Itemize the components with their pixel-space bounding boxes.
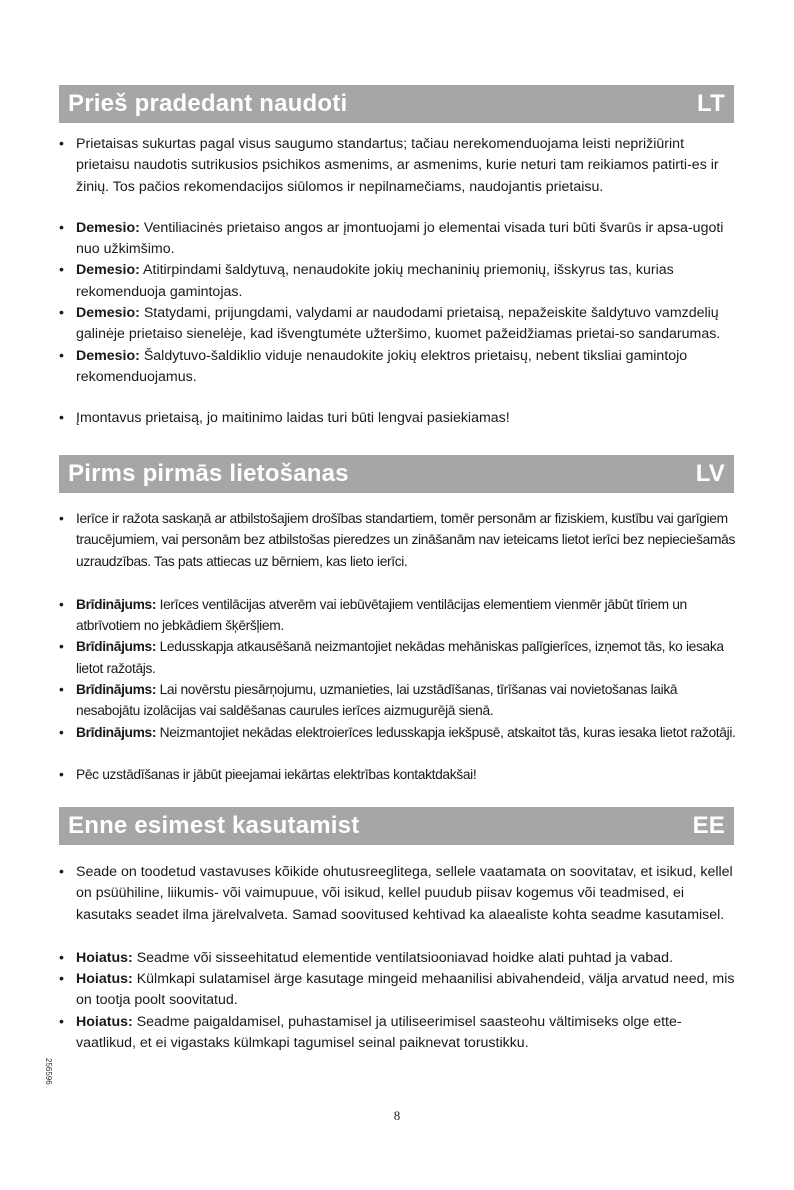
list-item: • Įmontavus prietaisą, jo maitinimo laidas turi būti lengvai pasiekiamas! [59, 408, 736, 429]
warning-label: Hoiatus: [76, 949, 133, 966]
warning-label: Brīdinājums: [76, 682, 157, 698]
list-item: • Demesio: Ventiliacinės prietaiso angos ar įmontuojami jo elementai visada turi būti švarūs ir apsa-ugoti nuo užkimšimo. [59, 218, 736, 261]
language-code: LT [697, 90, 725, 117]
list-item: • Hoiatus: Seadme või sisseehitatud elementide ventilatsiooniavad hoidke alati puhtad ja vabad. [59, 948, 736, 969]
list-item: • Brīdinājums: Neizmantojiet nekādas elektroierīces ledusskapja iekšpusē, atskaitot tās, kuras iesaka lietot ražotāji. [59, 722, 736, 743]
list-item: • Prietaisas sukurtas pagal visus saugumo standartus; tačiau nerekomenduojama leisti neprižiūrint prietaisu naudotis sutrikusios psichikos asmenims, ar asmenims, kurie neturi tam reikiamos patirti-es ir žinių. Tos pačios rekomendacijos siūlomos ir nepilnamečiams, naudojantis prietaisu. [59, 134, 736, 198]
section-header-lt [59, 85, 734, 123]
section-title: Pirms pirmās lietošanas [68, 460, 349, 487]
list-item: • Hoiatus: Külmkapi sulatamisel ärge kasutage mingeid mehaanilisi abivahendeid, välja arvatud need, mis on tootja poolt soovitatud. [59, 969, 736, 1012]
list-item: • Ierīce ir ražota saskaņā ar atbilstošajiem drošības standartiem, tomēr personām ar fiziskiem, kustību vai garīgiem traucējumiem, vai personām bez atbilstošas pieredzes un zināšanām nav ieteicams lietot ierīci bez nepieciešamās uzraudzības. Tas pats attiecas uz bērniem, kas lieto ierīci. [59, 508, 736, 572]
warning-label: Brīdinājums: [76, 596, 157, 612]
document-code: 256596 [44, 1058, 53, 1085]
list-item: • Hoiatus: Seadme paigaldamisel, puhastamisel ja utiliseerimisel saasteohu vältimiseks olge ette-vaatlikud, et ei vigastaks külmkapi tagumisel seinal paiknevat torustikku. [59, 1012, 736, 1055]
warning-label: Hoiatus: [76, 971, 133, 988]
section-title: Enne esimest kasutamist [68, 812, 360, 839]
list-item: • Demesio: Statydami, prijungdami, valydami ar naudodami prietaisą, nepažeiskite šaldytuvo vamzdelių galinėje prietaiso sienelėje, kad išvengtumėte užteršimo, kuomet pažeidžiamas prietai-so sandarumas. [59, 303, 736, 346]
list-item: • Brīdinājums: Ledusskapja atkausēšanā neizmantojiet nekādas mehāniskas palīgierīces, izņemot tās, ko iesaka lietot ražotājs. [59, 636, 736, 679]
warning-label: Demesio: [76, 305, 140, 322]
section-body-lv [59, 508, 736, 785]
warning-label: Demesio: [76, 219, 140, 236]
list-item: • Brīdinājums: Lai novērstu piesārņojumu, uzmanieties, lai uzstādīšanas, tīrīšanas vai novietošanas laikā nesabojātu izolācijas vai saldēšanas caurules ierīces aizmugurējā sienā. [59, 679, 736, 722]
warning-label: Demesio: [76, 262, 140, 279]
section-header-ee [59, 807, 734, 845]
warning-label: Brīdinājums: [76, 639, 157, 655]
warning-label: Demesio: [76, 347, 140, 364]
list-item: • Demesio: Atitirpindami šaldytuvą, nenaudokite jokių mechaninių priemonių, išskyrus tas, kurias rekomenduoja gamintojas. [59, 260, 736, 303]
page-number: 8 [393, 1108, 401, 1123]
section-header-lv [59, 455, 734, 493]
list-item: • Seade on toodetud vastavuses kõikide ohutusreeglitega, sellele vaatamata on soovitatav, et isikud, kellel on psüühiline, liikumis- või vaimupuue, või isikud, kellel puudub piisav kogemus või teadmised, ei kasutaks seadet ilma järelvalveta. Samad soovitused kehtivad ka alaealiste kohta seadme kasutamisel. [59, 862, 736, 926]
language-code: LV [695, 460, 725, 487]
list-item: • Pēc uzstādīšanas ir jābūt pieejamai iekārtas elektrības kontaktdakšai! [59, 764, 736, 785]
warning-label: Hoiatus: [76, 1013, 133, 1030]
list-item: • Demesio: Šaldytuvo-šaldiklio viduje nenaudokite jokių elektros prietaisų, nebent tiksliai gamintojo rekomenduojamus. [59, 346, 736, 389]
warning-label: Brīdinājums: [76, 724, 157, 740]
section-title: Prieš pradedant naudoti [68, 90, 348, 117]
language-code: EE [692, 812, 725, 839]
list-item: • Brīdinājums: Ierīces ventilācijas atverēm vai iebūvētajiem ventilācijas elementiem vienmēr jābūt tīriem un atbrīvotiem no jebkādiem šķēršļiem. [59, 594, 736, 637]
section-body-ee [59, 862, 736, 1054]
section-body-lt [59, 134, 736, 430]
